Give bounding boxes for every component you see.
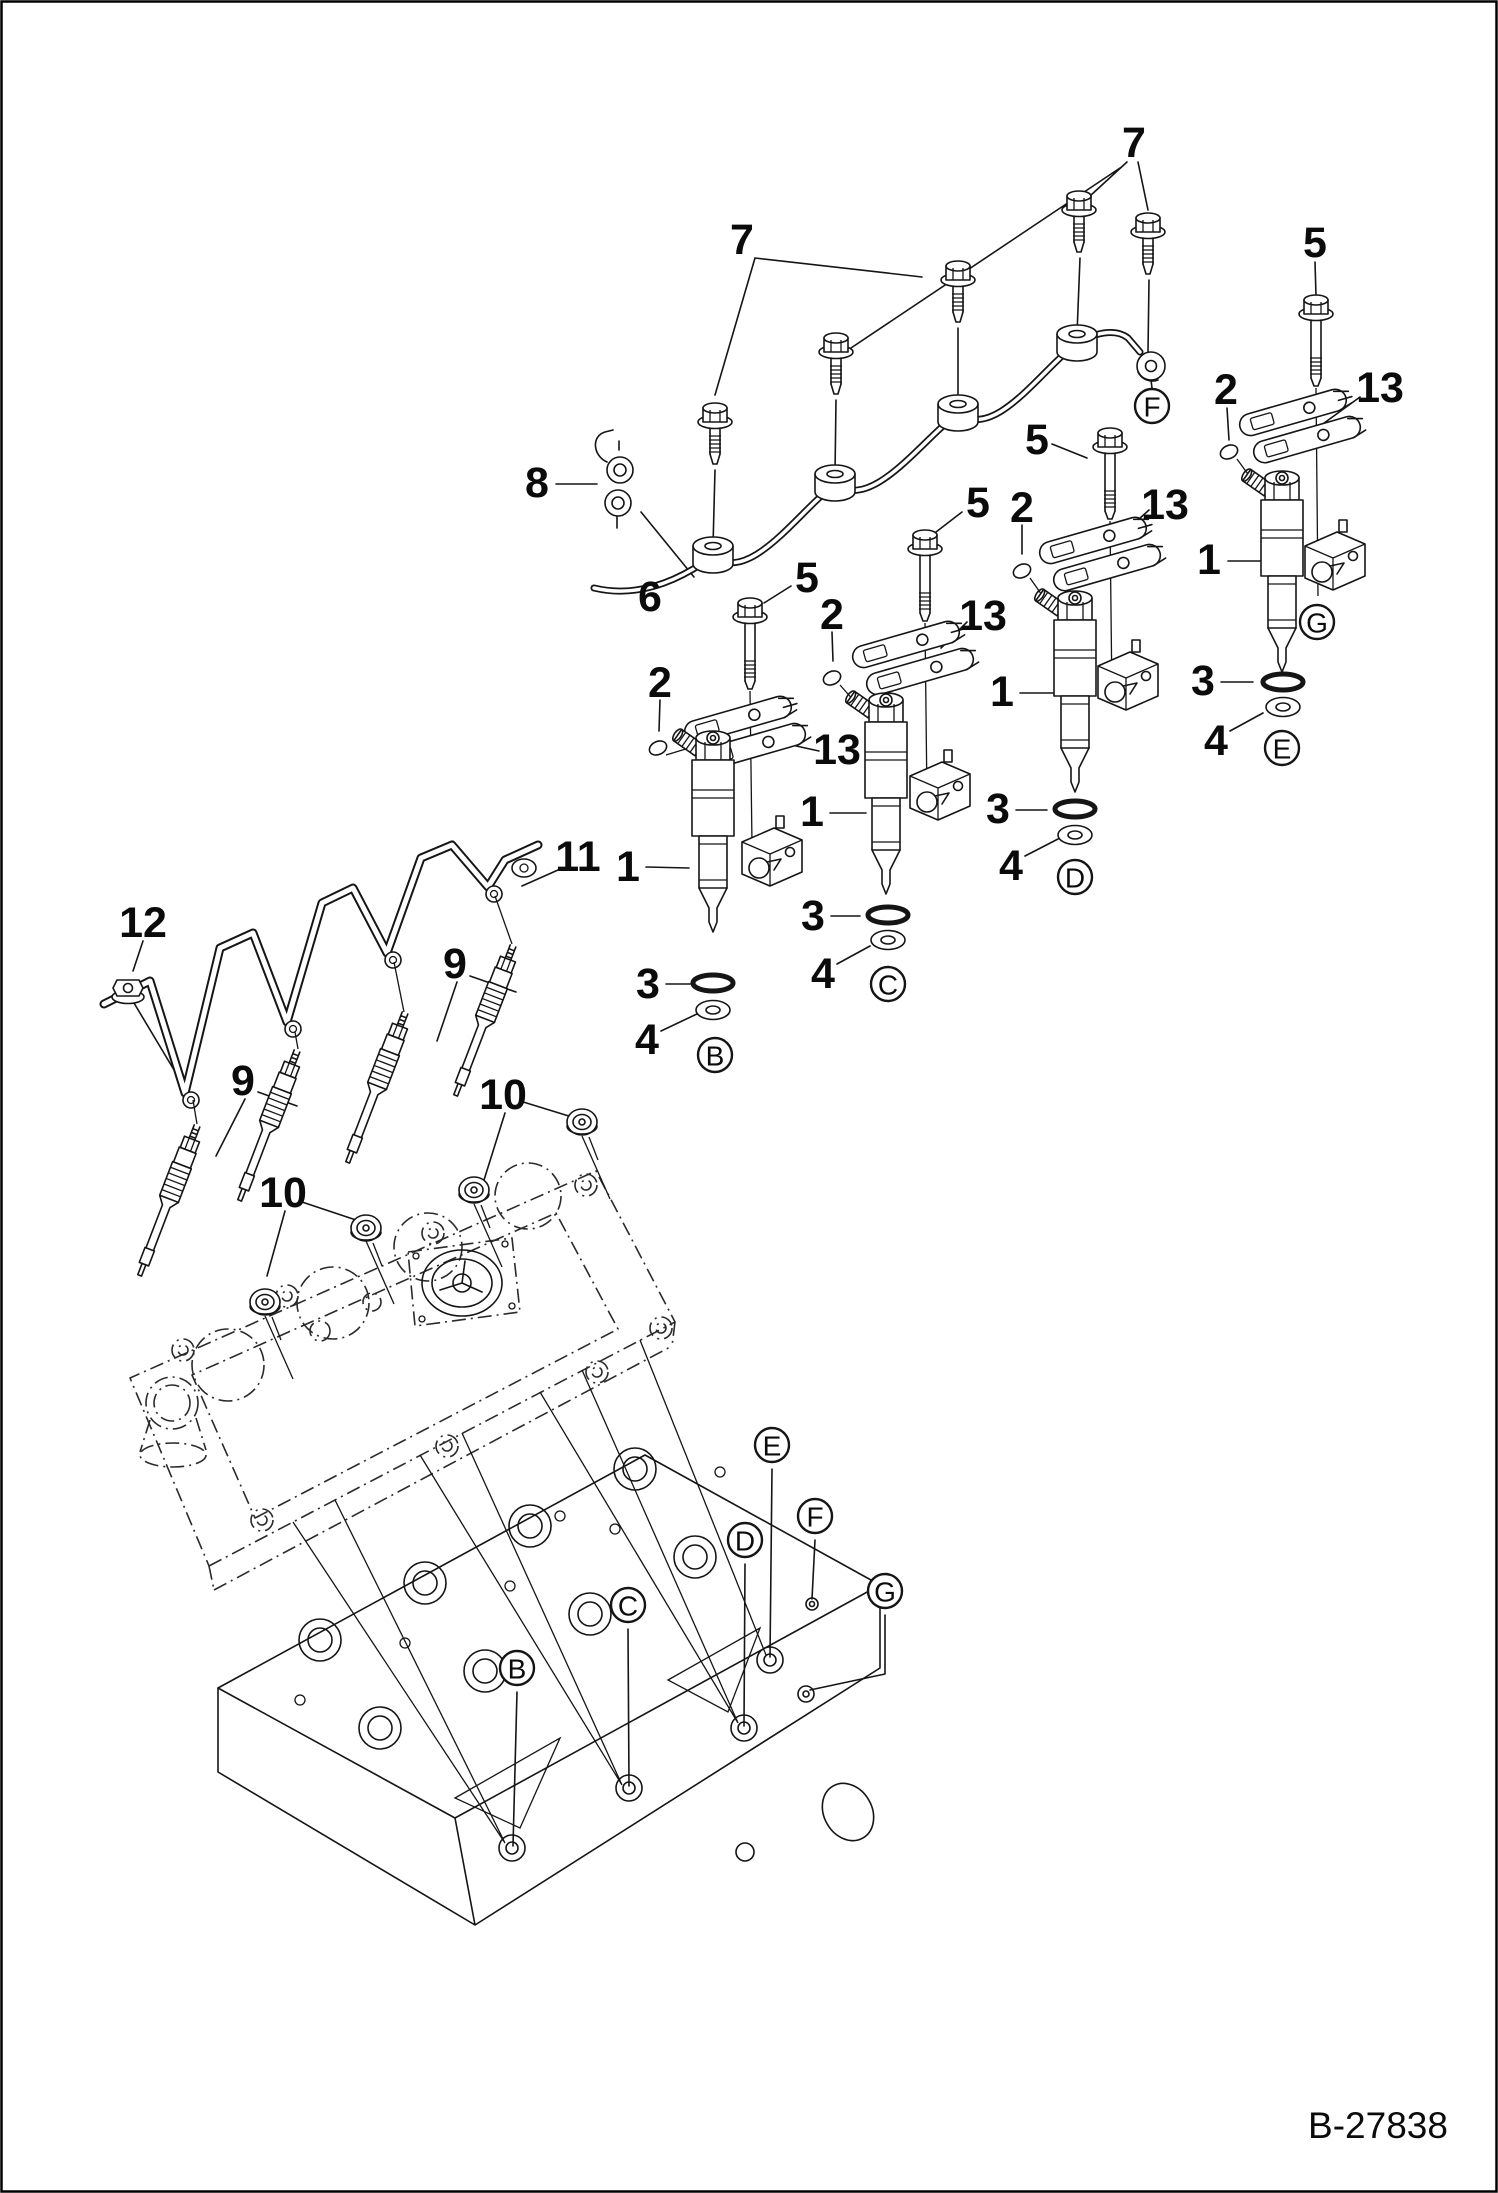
part-label-9: 9	[443, 940, 467, 988]
balloon-B	[698, 1038, 732, 1072]
balloon-letter: B	[507, 1653, 527, 1685]
terminal-nut-12	[112, 980, 144, 1004]
part-label-4: 4	[1204, 717, 1228, 765]
part-label-13: 13	[1141, 481, 1189, 529]
page-border	[2, 2, 1497, 2192]
balloon-C	[611, 1588, 645, 1622]
balloon-E	[1265, 731, 1299, 765]
part-label-5: 5	[966, 479, 990, 527]
glow-plug-seal-10	[351, 1215, 381, 1241]
part-label-8: 8	[525, 459, 549, 507]
part-label-10: 10	[479, 1071, 527, 1119]
nozzle-washer-4	[696, 1001, 730, 1020]
rail-fitting	[815, 465, 855, 501]
part-label-4: 4	[811, 950, 835, 998]
balloon-D	[728, 1523, 762, 1557]
part-label-10: 10	[259, 1169, 307, 1217]
glow-plug-seal-10	[459, 1177, 489, 1203]
balloon-B	[500, 1651, 534, 1685]
part-label-5: 5	[795, 554, 819, 602]
nozzle-washer-4	[871, 931, 905, 950]
part-label-3: 3	[986, 785, 1010, 833]
part-label-5: 5	[1025, 416, 1049, 464]
part-label-12: 12	[119, 899, 167, 947]
balloon-E	[755, 1428, 789, 1462]
rail-fitting	[1057, 325, 1097, 361]
part-label-4: 4	[635, 1016, 659, 1064]
part-label-13: 13	[1356, 364, 1404, 412]
part-label-6: 6	[638, 573, 662, 621]
part-label-3: 3	[1191, 657, 1215, 705]
part-label-13: 13	[813, 726, 861, 774]
part-label-11: 11	[555, 833, 601, 881]
balloon-G	[868, 1574, 902, 1608]
balloon-letter: D	[734, 1525, 756, 1557]
balloon-letter: C	[617, 1590, 639, 1622]
part-label-7: 7	[730, 216, 754, 264]
balloon-letter: E	[762, 1430, 782, 1462]
balloon-F	[798, 1499, 832, 1533]
part-label-5: 5	[1303, 219, 1327, 267]
balloon-letter: E	[1272, 733, 1292, 765]
part-label-2: 2	[648, 659, 672, 707]
part-label-1: 1	[1197, 536, 1221, 584]
balloon-G	[1300, 605, 1334, 639]
part-label-2: 2	[820, 591, 844, 639]
balloon-D	[1058, 860, 1092, 894]
balloon-letter: D	[1064, 862, 1086, 894]
balloon-letter: F	[1143, 391, 1161, 423]
part-label-1: 1	[800, 788, 824, 836]
part-label-7: 7	[1122, 119, 1146, 167]
balloon-letter: G	[874, 1576, 896, 1608]
balloon-letter: B	[705, 1040, 725, 1072]
part-label-2: 2	[1010, 484, 1034, 532]
glow-plug-seal-10	[567, 1109, 597, 1135]
part-label-9: 9	[231, 1057, 255, 1105]
nozzle-washer-4	[1266, 698, 1300, 717]
rail-fitting	[938, 395, 978, 431]
balloon-C	[871, 967, 905, 1001]
rail-fitting	[693, 537, 733, 573]
nozzle-washer-4	[1058, 826, 1092, 845]
part-label-4: 4	[999, 842, 1023, 890]
balloon-letter: G	[1306, 607, 1328, 639]
glow-plug-seal-10	[250, 1289, 280, 1315]
balloon-F	[1135, 389, 1169, 423]
part-label-3: 3	[636, 960, 660, 1008]
part-label-1: 1	[990, 668, 1014, 716]
balloon-letter: C	[877, 969, 899, 1001]
banjo-eye	[1137, 352, 1165, 381]
part-label-3: 3	[801, 892, 825, 940]
figure-code: B-27838	[1308, 2105, 1448, 2146]
part-label-13: 13	[959, 592, 1007, 640]
part-label-2: 2	[1214, 366, 1238, 414]
balloon-letter: F	[806, 1501, 824, 1533]
part-label-1: 1	[616, 843, 640, 891]
